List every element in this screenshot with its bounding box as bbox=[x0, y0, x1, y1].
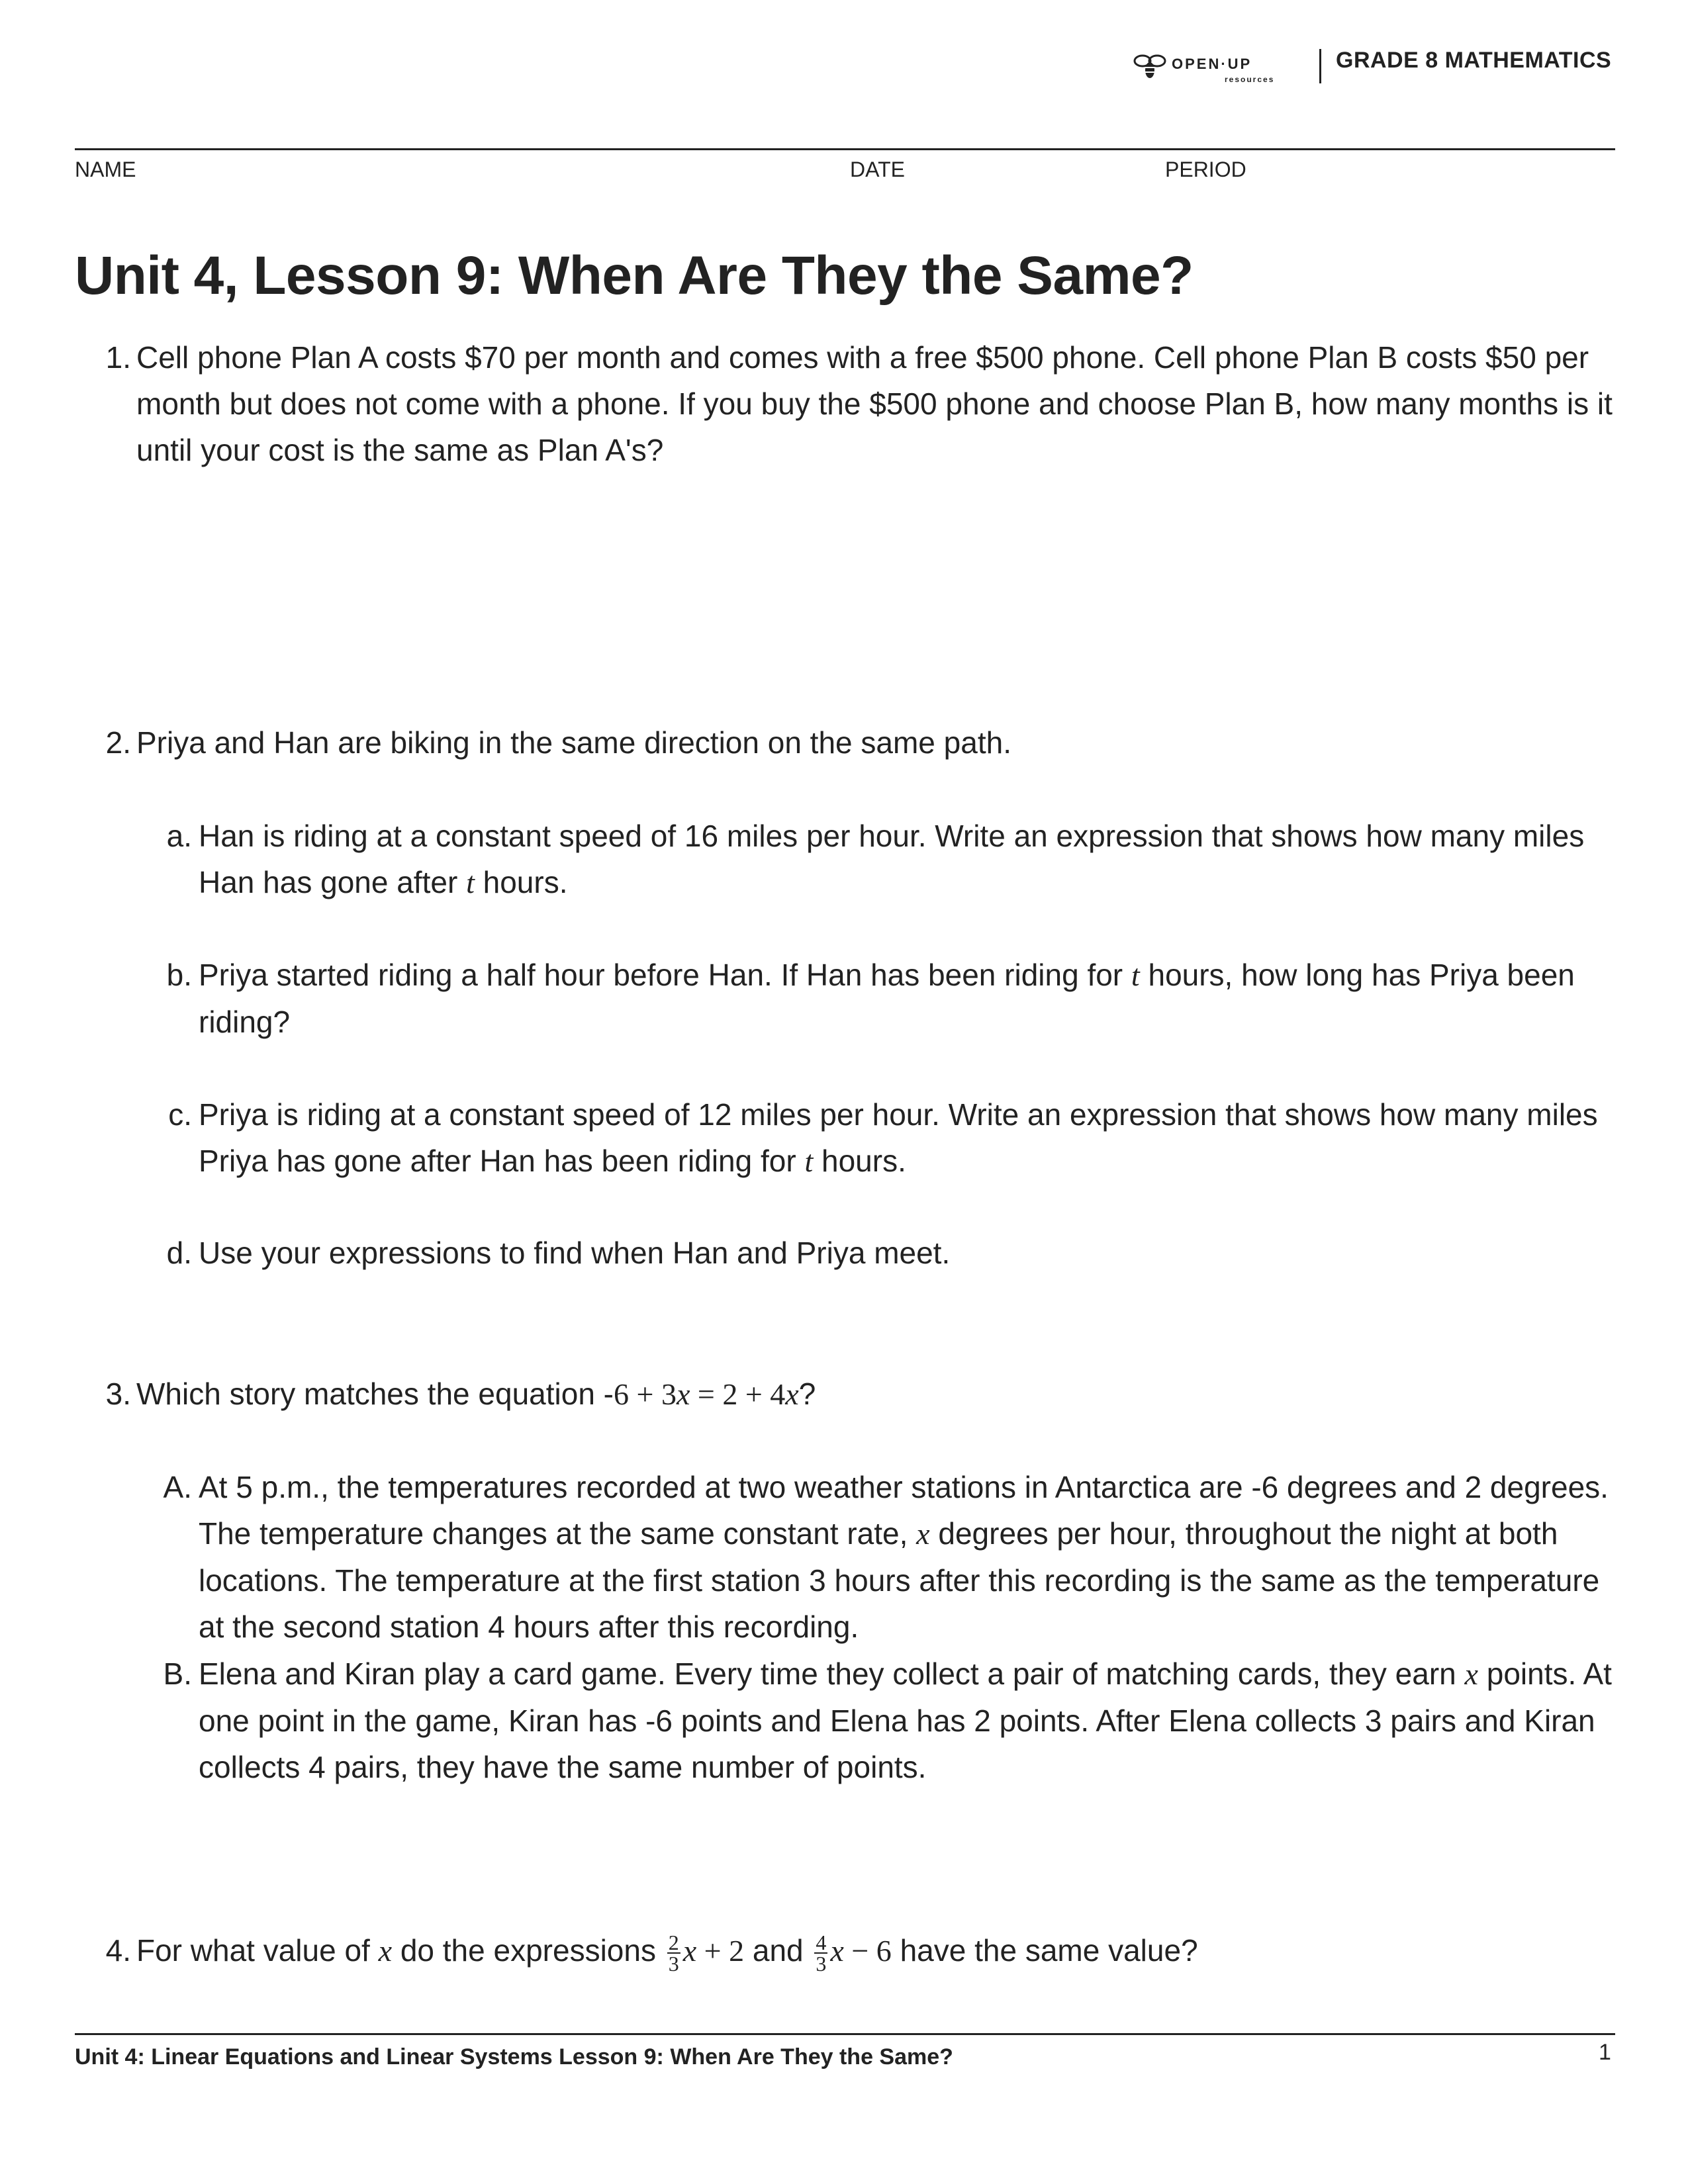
header-rule bbox=[75, 148, 1615, 150]
page-number: 1 bbox=[1599, 2040, 1611, 2065]
footer-unit-lesson: Unit 4: Linear Equations and Linear Systems Lesson 9: When Are They the Same? bbox=[75, 2044, 953, 2070]
part-text: Use your expressions to find when Han and Priya meet. bbox=[199, 1236, 951, 1270]
svg-text:resources: resources bbox=[1225, 75, 1275, 84]
option-label: B. bbox=[163, 1657, 192, 1691]
question-number: 1. bbox=[105, 340, 131, 375]
part-label: b. bbox=[166, 958, 192, 992]
grade-label: GRADE 8 MATHEMATICS bbox=[1336, 48, 1612, 73]
fraction-two-thirds: $\frac{2}{3}$ bbox=[668, 1930, 679, 1976]
question-text: Priya and Han are biking in the same direction on the same path. bbox=[136, 725, 1011, 760]
part-label: c. bbox=[168, 1097, 192, 1132]
question-number: 3. bbox=[105, 1377, 131, 1411]
variable-t: t bbox=[1131, 958, 1140, 992]
option-text: At 5 p.m., the temperatures recorded at two weather stations in Antarctica are -6 degrees and 2 degrees. The temperature changes at the same constant rate, x degrees per hour, throughout the night at both locations. The temperature at the first station 3 hours after this recording is the same as the temperature at the second station 4 hours after this recording. bbox=[199, 1470, 1609, 1644]
question-text: For what value of x do the expressions $\frac{2}{3}$ x + 2 and $\frac{4}{3}$ x − 6 have the same value? bbox=[136, 1930, 1198, 1976]
header-divider bbox=[1319, 49, 1321, 83]
variable-x: x bbox=[916, 1517, 930, 1551]
open-up-resources-logo bbox=[1125, 48, 1291, 87]
question-text: Which story matches the equation -6 + 3x = 2 + 4x? bbox=[136, 1377, 816, 1411]
svg-text:OPEN·UP: OPEN·UP bbox=[1172, 56, 1252, 72]
variable-x: x bbox=[1464, 1657, 1478, 1691]
part-text: Priya started riding a half hour before Han. If Han has been riding for t hours, how long has Priya been riding? bbox=[199, 958, 1575, 1039]
option-text: Elena and Kiran play a card game. Every time they collect a pair of matching cards, they earn x points. At one point in the game, Kiran has -6 points and Elena has 2 points. After Elena collects 3 pairs and Kiran collects 4 pairs, they have the same number of points. bbox=[199, 1657, 1612, 1784]
page-title: Unit 4, Lesson 9: When Are They the Same? bbox=[75, 246, 1194, 306]
question-text: Cell phone Plan A costs $70 per month and comes with a free $500 phone. Cell phone Plan B costs $50 per month but does not come with a phone. If you buy the $500 phone and choose Plan B, how many months is it until your cost is the same as Plan A's? bbox=[136, 340, 1613, 467]
fraction-four-thirds: $\frac{4}{3}$ bbox=[816, 1930, 827, 1976]
period-field-label: PERIOD bbox=[1165, 158, 1246, 181]
variable-t: t bbox=[466, 866, 475, 899]
date-field-label: DATE bbox=[850, 158, 905, 181]
part-label: d. bbox=[166, 1236, 192, 1270]
part-text: Han is riding at a constant speed of 16 miles per hour. Write an expression that shows how many miles Han has gone after t hours. bbox=[199, 819, 1585, 899]
name-field-label: NAME bbox=[75, 158, 136, 181]
bee-icon bbox=[1125, 48, 1291, 87]
question-number: 2. bbox=[105, 725, 131, 760]
question-number: 4. bbox=[105, 1933, 131, 1968]
variable-t: t bbox=[804, 1144, 814, 1178]
part-text: Priya is riding at a constant speed of 12 miles per hour. Write an expression that shows how many miles Priya has gone after Han has been riding for t hours. bbox=[199, 1097, 1598, 1178]
part-label: a. bbox=[166, 819, 192, 853]
footer-rule bbox=[75, 2033, 1615, 2035]
option-label: A. bbox=[163, 1470, 192, 1504]
